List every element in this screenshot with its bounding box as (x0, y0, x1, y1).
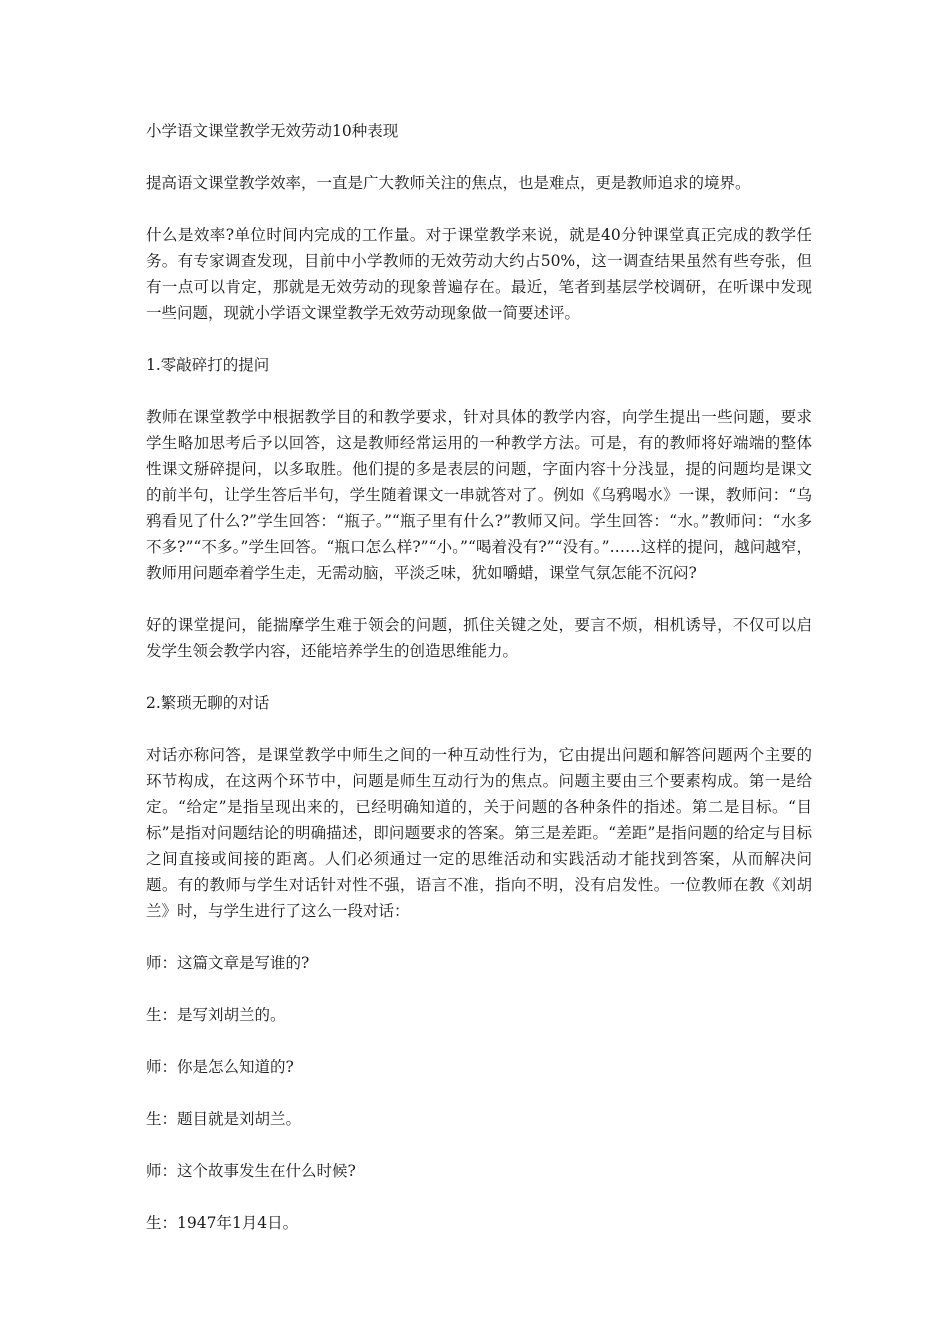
paragraph: 教师在课堂教学中根据教学目的和教学要求，针对具体的教学内容，向学生提出一些问题，要求学生略加思考后予以回答，这是教师经常运用的一种教学方法。可是，有的教师将好端端的整体性课文掰碎提问，以多取胜。他们提的多是表层的问题，字面内容十分浅显，提的问题均是课文的前半句，让学生答后半句，学生随着课文一串就答对了。例如《乌鸦喝水》一课，教师问：“乌鸦看见了什么?”学生回答：“瓶子。”“瓶子里有什么?”教师又问。学生回答：“水。”教师问：“水多不多?”“不多。”学生回答。“瓶口怎么样?”“小。”“喝着没有?”“没有。”……这样的提问，越问越窄，教师用问题牵着学生走，无需动脑，平淡乏味，犹如嚼蜡，课堂气氛怎能不沉闷? (146, 408, 812, 582)
section-heading: 2.繁琐无聊的对话 (146, 694, 270, 712)
section-heading: 1.零敲碎打的提问 (146, 356, 270, 374)
dialogue-line: 生：1947年1月4日。 (146, 1214, 299, 1232)
paragraph: 提高语文课堂教学效率，一直是广大教师关注的焦点，也是难点，更是教师追求的境界。 (146, 174, 751, 192)
dialogue-line: 生：题目就是刘胡兰。 (146, 1110, 302, 1128)
dialogue-line: 师：这个故事发生在什么时候? (146, 1162, 356, 1180)
paragraph: 对话亦称问答，是课堂教学中师生之间的一种互动性行为，它由提出问题和解答问题两个主要的环节构成，在这两个环节中，问题是师生互动行为的焦点。问题主要由三个要素构成。第一是给定。“给定”是指呈现出来的，已经明确知道的，关于问题的各种条件的指述。第二是目标。“目标”是指对问题结论的明确描述，即问题要求的答案。第三是差距。“差距”是指问题的给定与目标之间直接或间接的距离。人们必须通过一定的思维活动和实践活动才能找到答案，从而解决问题。有的教师与学生对话针对性不强，语言不准，指向不明，没有启发性。一位教师在教《刘胡兰》时，与学生进行了这么一段对话： (146, 746, 812, 920)
document-page (146, 118, 812, 1262)
document-title: 小学语文课堂教学无效劳动10种表现 (146, 122, 399, 140)
dialogue-line: 师：这篇文章是写谁的? (146, 954, 310, 972)
paragraph: 好的课堂提问，能揣摩学生难于领会的问题，抓住关键之处，要言不烦，相机诱导，不仅可以启发学生领会教学内容，还能培养学生的创造思维能力。 (146, 616, 812, 660)
paragraph: 什么是效率?单位时间内完成的工作量。对于课堂教学来说，就是40分钟课堂真正完成的教学任务。有专家调查发现，目前中小学教师的无效劳动大约占50%，这一调查结果虽然有些夸张，但有一点可以肯定，那就是无效劳动的现象普遍存在。最近，笔者到基层学校调研，在听课中发现一些问题，现就小学语文课堂教学无效劳动现象做一简要述评。 (146, 226, 812, 322)
dialogue-line: 生：是写刘胡兰的。 (146, 1006, 286, 1024)
dialogue-line: 师：你是怎么知道的? (146, 1058, 294, 1076)
